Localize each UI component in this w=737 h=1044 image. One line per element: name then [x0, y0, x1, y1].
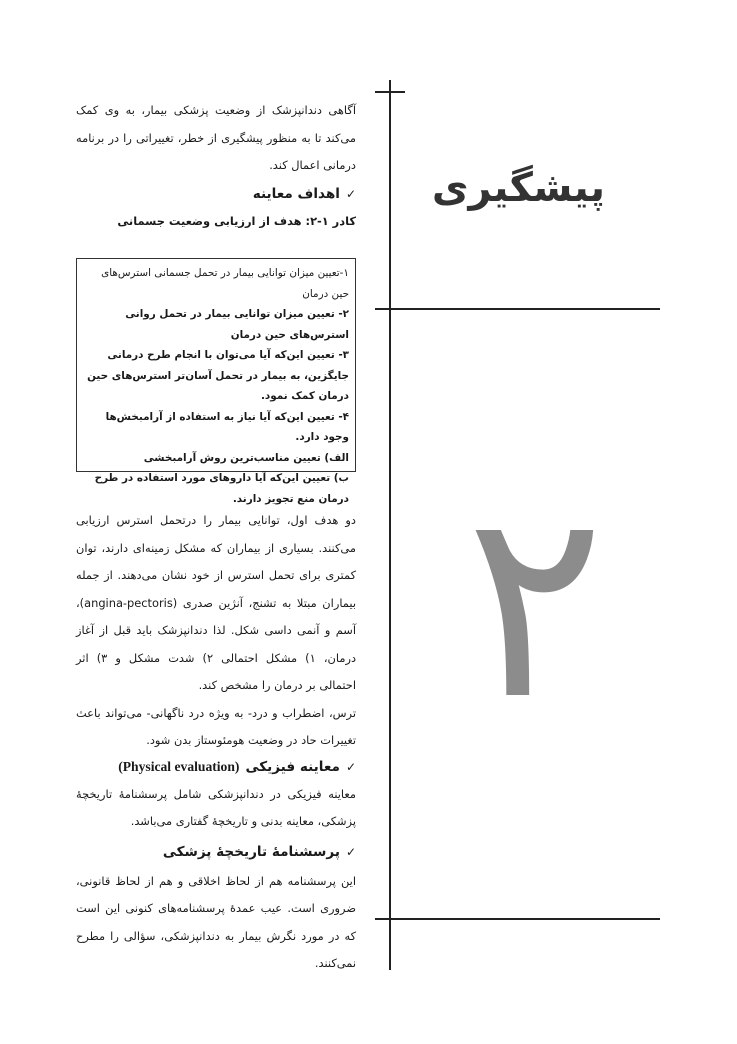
section-heading-physical-en: (Physical evaluation): [118, 758, 240, 774]
box-item: ۲- تعیین میزان توانایی بیمار در تحمل روانی استرس‌های حین درمان: [125, 308, 349, 341]
margin-vertical-rule: [389, 80, 391, 970]
check-icon: ✓: [345, 759, 356, 774]
paragraph-physical: معاینه فیزیکی در دندانپزشکی شامل پرسشنامهٔ تاریخچهٔ پزشکی، معاینه بدنی و تاریخچهٔ گفتاری می‌باشد.: [76, 786, 356, 828]
chapter-divider-rule: [375, 308, 660, 310]
section-heading-questionnaire: [76, 844, 356, 860]
section-heading-questionnaire-text: پرسشنامهٔ تاریخچهٔ پزشکی: [162, 843, 340, 860]
intro-block: [76, 97, 356, 228]
intro-paragraph: آگاهی دندانپزشک از وضعیت پزشکی بیمار، به وی کمک می‌کند تا به منظور پیشگیری از خطر، تغییراتی را در برنامه درمانی اعمال کند.: [76, 103, 356, 172]
bottom-divider-rule: [375, 918, 660, 920]
section-heading-goals-text: اهداف معاینه: [252, 185, 340, 202]
box-item: ب) تعیین این‌که آیا داروهای مورد استفاده در طرح درمان منع تجویز دارند.: [94, 472, 349, 505]
section-heading-physical-text: معاینه فیزیکی: [245, 758, 340, 775]
box-item: ۱-تعیین میزان توانایی بیمار در تحمل جسمانی استرس‌های حین درمان: [101, 267, 349, 300]
section-heading-physical: [76, 759, 356, 775]
chapter-title: پیشگیری: [431, 165, 605, 211]
chapter-number: [445, 480, 625, 720]
paragraph-stress: ترس، اضطراب و درد- به ویژه درد ناگهانی- می‌تواند باعث تغییرات حاد در وضعیت هومئوستاز بدن شود.: [76, 705, 356, 747]
paragraph-questionnaire: این پرسشنامه هم از لحاظ اخلاقی و هم از لحاظ قانونی، ضروری است. عیب عمدهٔ پرسشنامه‌های کنونی این است که در مورد نگرش بیمار به دندانپزشکی، سؤالی را مطرح نمی‌کنند.: [76, 873, 356, 970]
paragraph-goals-discussion: دو هدف اول، توانایی بیمار را درتحمل استرس ارزیابی می‌کنند. بسیاری از بیماران که مشکل زمینه‌ای دارند، توان کمتری برای تحمل استرس از خود نشان می‌دهند. از جمله بیماران مبتلا به تشنج، آنژین صدری (angina-pectoris)، آسم و آنمی داسی شکل. لذا دندانپزشک باید قبل از آغاز درمان، ۱) مشکل احتمالی ۲) شدت مشکل و ۳) اثر احتمالی بر درمان را مشخص کند.: [76, 513, 357, 692]
chapter-number-glyph: ۲: [465, 480, 605, 720]
box-item: ۳- تعیین این‌که آیا می‌توان با انجام طرح درمانی جایگزین، به بیمار در تحمل آسان‌تر استرس‌های حین درمان کمک نمود.: [87, 349, 349, 402]
top-tick-rule: [375, 91, 405, 93]
box-caption: کادر ۱-۲: هدف از ارزیابی وضعیت جسمانی: [117, 213, 356, 228]
section-heading-goals: [76, 186, 356, 202]
box-item: ۴- تعیین این‌که آیا نیاز به استفاده از آرامبخش‌ها وجود دارد.: [105, 410, 349, 443]
goals-box: [76, 258, 356, 505]
check-icon: ✓: [345, 844, 356, 859]
box-item: الف) تعیین مناسب‌ترین روش آرامبخشی: [143, 451, 349, 464]
body-block: [76, 507, 356, 978]
check-icon: ✓: [345, 186, 356, 201]
